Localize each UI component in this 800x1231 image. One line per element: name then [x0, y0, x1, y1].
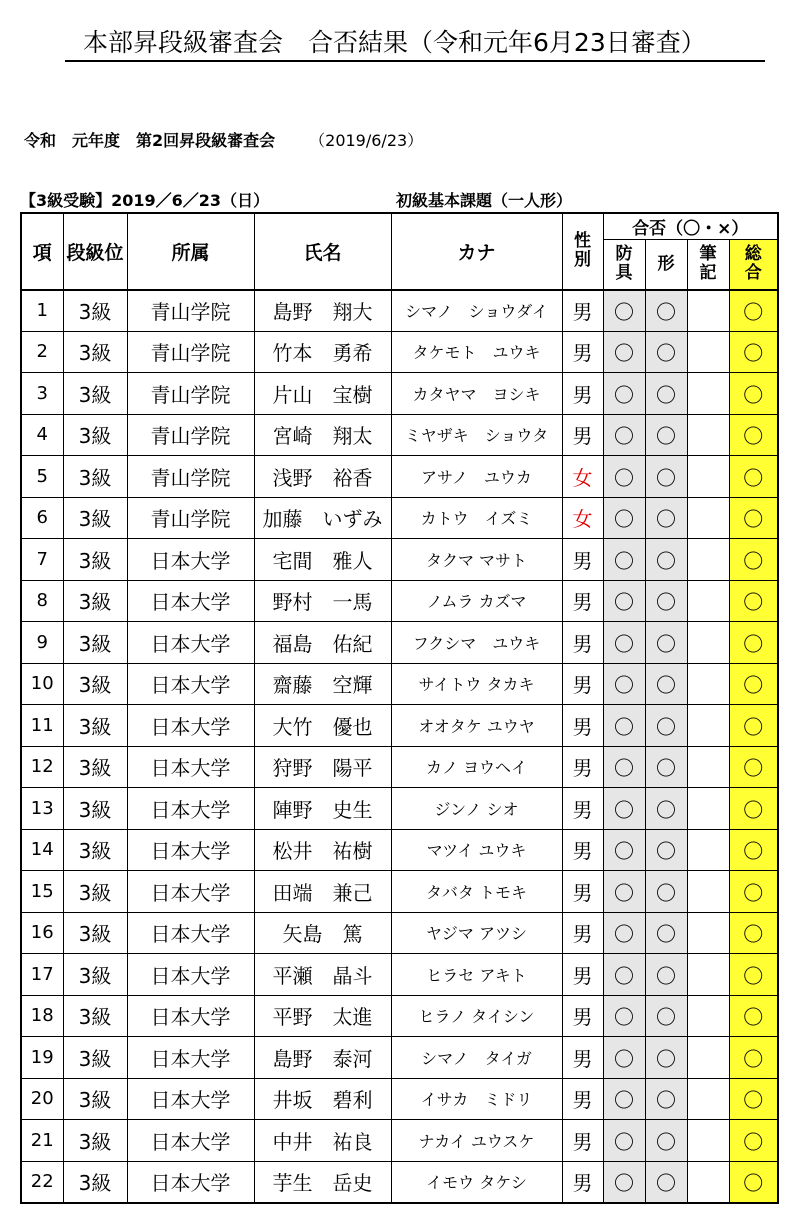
cell-grade: 3級 [63, 414, 127, 456]
cell-overall: 〇 [729, 1161, 778, 1203]
cell-kana: ヒラセ アキト [391, 954, 562, 996]
cell-aff: 日本大学 [127, 663, 254, 705]
header-name: 氏名 [254, 213, 391, 290]
cell-kana: ノムラ カズマ [391, 580, 562, 622]
cell-name: 陣野 史生 [254, 788, 391, 830]
cell-overall: 〇 [729, 580, 778, 622]
cell-armor: 〇 [603, 954, 645, 996]
cell-aff: 日本大学 [127, 788, 254, 830]
results-table [20, 212, 779, 1204]
cell-grade: 3級 [63, 373, 127, 415]
cell-kana: カトウ イズミ [391, 497, 562, 539]
cell-no: 6 [21, 497, 63, 539]
cell-armor: 〇 [603, 871, 645, 913]
cell-gender: 男 [562, 663, 603, 705]
table-row [21, 871, 778, 913]
cell-grade: 3級 [63, 331, 127, 373]
cell-kana: マツイ ユウキ [391, 829, 562, 871]
cell-written [687, 414, 729, 456]
cell-grade: 3級 [63, 497, 127, 539]
cell-no: 16 [21, 912, 63, 954]
cell-written [687, 290, 729, 332]
cell-kana: カノ ヨウヘイ [391, 746, 562, 788]
cell-aff: 青山学院 [127, 414, 254, 456]
cell-kana: アサノ ユウカ [391, 456, 562, 498]
cell-name: 平瀬 晶斗 [254, 954, 391, 996]
cell-written [687, 705, 729, 747]
cell-written [687, 954, 729, 996]
cell-written [687, 829, 729, 871]
cell-no: 19 [21, 1037, 63, 1079]
cell-name: 福島 佑紀 [254, 622, 391, 664]
cell-aff: 日本大学 [127, 1078, 254, 1120]
cell-overall: 〇 [729, 788, 778, 830]
cell-overall: 〇 [729, 746, 778, 788]
cell-gender: 男 [562, 829, 603, 871]
cell-gender: 男 [562, 788, 603, 830]
cell-form: 〇 [645, 580, 687, 622]
table-row [21, 580, 778, 622]
cell-no: 21 [21, 1120, 63, 1162]
cell-aff: 日本大学 [127, 746, 254, 788]
header-armor-label: 防具 [615, 244, 633, 284]
cell-overall: 〇 [729, 912, 778, 954]
cell-grade: 3級 [63, 746, 127, 788]
cell-form: 〇 [645, 871, 687, 913]
cell-no: 3 [21, 373, 63, 415]
header-affiliation: 所属 [127, 213, 254, 290]
header-written-label: 筆記 [699, 244, 717, 284]
cell-gender: 男 [562, 1078, 603, 1120]
cell-grade: 3級 [63, 663, 127, 705]
table-row [21, 995, 778, 1037]
cell-grade: 3級 [63, 705, 127, 747]
cell-armor: 〇 [603, 331, 645, 373]
cell-overall: 〇 [729, 663, 778, 705]
cell-gender: 男 [562, 871, 603, 913]
cell-no: 18 [21, 995, 63, 1037]
cell-armor: 〇 [603, 539, 645, 581]
cell-gender: 女 [562, 497, 603, 539]
cell-written [687, 995, 729, 1037]
cell-name: 片山 宝樹 [254, 373, 391, 415]
table-row [21, 663, 778, 705]
table-row [21, 622, 778, 664]
header-result-group: 合否（〇・×） [603, 213, 778, 240]
table-row [21, 456, 778, 498]
cell-form: 〇 [645, 663, 687, 705]
cell-overall: 〇 [729, 1037, 778, 1079]
header-overall [729, 240, 778, 290]
cell-form: 〇 [645, 456, 687, 498]
cell-grade: 3級 [63, 1120, 127, 1162]
cell-aff: 青山学院 [127, 290, 254, 332]
cell-armor: 〇 [603, 373, 645, 415]
cell-no: 13 [21, 788, 63, 830]
cell-written [687, 871, 729, 913]
cell-form: 〇 [645, 912, 687, 954]
cell-aff: 青山学院 [127, 373, 254, 415]
cell-written [687, 1078, 729, 1120]
header-armor [603, 240, 645, 290]
cell-grade: 3級 [63, 622, 127, 664]
cell-grade: 3級 [63, 788, 127, 830]
cell-no: 5 [21, 456, 63, 498]
cell-form: 〇 [645, 331, 687, 373]
cell-no: 12 [21, 746, 63, 788]
cell-gender: 男 [562, 539, 603, 581]
cell-armor: 〇 [603, 788, 645, 830]
cell-grade: 3級 [63, 1078, 127, 1120]
table-row [21, 1161, 778, 1203]
cell-grade: 3級 [63, 871, 127, 913]
cell-aff: 日本大学 [127, 1037, 254, 1079]
cell-aff: 日本大学 [127, 995, 254, 1037]
cell-grade: 3級 [63, 1161, 127, 1203]
cell-no: 22 [21, 1161, 63, 1203]
table-row [21, 414, 778, 456]
cell-aff: 日本大学 [127, 1161, 254, 1203]
cell-gender: 男 [562, 954, 603, 996]
cell-kana: カタヤマ ヨシキ [391, 373, 562, 415]
cell-name: 田端 兼己 [254, 871, 391, 913]
table-row [21, 497, 778, 539]
cell-written [687, 1120, 729, 1162]
cell-written [687, 746, 729, 788]
cell-overall: 〇 [729, 622, 778, 664]
cell-no: 17 [21, 954, 63, 996]
cell-overall: 〇 [729, 456, 778, 498]
cell-name: 齋藤 空輝 [254, 663, 391, 705]
cell-grade: 3級 [63, 912, 127, 954]
cell-aff: 青山学院 [127, 456, 254, 498]
table-row [21, 373, 778, 415]
cell-kana: ナカイ ユウスケ [391, 1120, 562, 1162]
cell-no: 20 [21, 1078, 63, 1120]
page-title: 本部昇段級審査会 合否結果（令和元年6月23日審査） [65, 26, 765, 62]
cell-no: 1 [21, 290, 63, 332]
header-form: 形 [645, 240, 687, 290]
cell-aff: 日本大学 [127, 705, 254, 747]
event-date: （2019/6/23） [309, 131, 424, 150]
exam-category: 【3級受験】2019／6／23（日） [20, 191, 270, 210]
cell-name: 浅野 裕香 [254, 456, 391, 498]
cell-form: 〇 [645, 705, 687, 747]
cell-kana: サイトウ タカキ [391, 663, 562, 705]
cell-gender: 男 [562, 1161, 603, 1203]
cell-gender: 男 [562, 622, 603, 664]
cell-name: 芋生 岳史 [254, 1161, 391, 1203]
cell-name: 狩野 陽平 [254, 746, 391, 788]
cell-name: 平野 太進 [254, 995, 391, 1037]
table-row [21, 788, 778, 830]
cell-name: 島野 翔大 [254, 290, 391, 332]
cell-armor: 〇 [603, 1078, 645, 1120]
cell-armor: 〇 [603, 580, 645, 622]
cell-aff: 日本大学 [127, 871, 254, 913]
cell-no: 15 [21, 871, 63, 913]
cell-no: 2 [21, 331, 63, 373]
cell-grade: 3級 [63, 580, 127, 622]
cell-form: 〇 [645, 788, 687, 830]
cell-overall: 〇 [729, 1120, 778, 1162]
cell-no: 14 [21, 829, 63, 871]
cell-form: 〇 [645, 290, 687, 332]
table-row [21, 829, 778, 871]
cell-aff: 日本大学 [127, 580, 254, 622]
cell-overall: 〇 [729, 497, 778, 539]
event-name: 令和 元年度 第2回昇段級審査会 [24, 131, 276, 150]
table-row [21, 746, 778, 788]
header-gender-label: 性別 [574, 231, 591, 271]
cell-gender: 男 [562, 746, 603, 788]
cell-no: 10 [21, 663, 63, 705]
cell-written [687, 539, 729, 581]
cell-no: 7 [21, 539, 63, 581]
header-grade: 段級位 [63, 213, 127, 290]
cell-name: 宅間 雅人 [254, 539, 391, 581]
cell-name: 松井 祐樹 [254, 829, 391, 871]
table-row [21, 1037, 778, 1079]
cell-gender: 男 [562, 1037, 603, 1079]
cell-kana: オオタケ ユウヤ [391, 705, 562, 747]
cell-gender: 男 [562, 373, 603, 415]
cell-grade: 3級 [63, 1037, 127, 1079]
cell-grade: 3級 [63, 995, 127, 1037]
cell-gender: 男 [562, 705, 603, 747]
cell-overall: 〇 [729, 871, 778, 913]
cell-name: 矢島 篤 [254, 912, 391, 954]
cell-grade: 3級 [63, 456, 127, 498]
cell-kana: ミヤザキ ショウタ [391, 414, 562, 456]
cell-armor: 〇 [603, 663, 645, 705]
cell-kana: シマノ ショウダイ [391, 290, 562, 332]
cell-gender: 男 [562, 580, 603, 622]
cell-name: 大竹 優也 [254, 705, 391, 747]
cell-overall: 〇 [729, 414, 778, 456]
header-no: 項 [21, 213, 63, 290]
cell-aff: 青山学院 [127, 497, 254, 539]
cell-written [687, 497, 729, 539]
cell-armor: 〇 [603, 497, 645, 539]
cell-gender: 男 [562, 995, 603, 1037]
cell-armor: 〇 [603, 912, 645, 954]
table-row [21, 1078, 778, 1120]
cell-armor: 〇 [603, 456, 645, 498]
cell-form: 〇 [645, 622, 687, 664]
cell-name: 井坂 碧利 [254, 1078, 391, 1120]
cell-gender: 女 [562, 456, 603, 498]
header-kana: カナ [391, 213, 562, 290]
table-row [21, 290, 778, 332]
table-row [21, 1120, 778, 1162]
cell-gender: 男 [562, 912, 603, 954]
cell-name: 加藤 いずみ [254, 497, 391, 539]
cell-aff: 青山学院 [127, 331, 254, 373]
cell-form: 〇 [645, 746, 687, 788]
cell-overall: 〇 [729, 829, 778, 871]
exam-task: 初級基本課題（一人形） [396, 191, 573, 210]
cell-kana: ジンノ シオ [391, 788, 562, 830]
cell-overall: 〇 [729, 290, 778, 332]
cell-written [687, 456, 729, 498]
cell-aff: 日本大学 [127, 1120, 254, 1162]
cell-kana: タクマ マサト [391, 539, 562, 581]
cell-form: 〇 [645, 995, 687, 1037]
cell-aff: 日本大学 [127, 539, 254, 581]
cell-form: 〇 [645, 1161, 687, 1203]
table-row [21, 539, 778, 581]
cell-form: 〇 [645, 1037, 687, 1079]
cell-written [687, 1037, 729, 1079]
cell-aff: 日本大学 [127, 622, 254, 664]
cell-aff: 日本大学 [127, 829, 254, 871]
cell-grade: 3級 [63, 954, 127, 996]
header-gender [562, 213, 603, 290]
cell-armor: 〇 [603, 1120, 645, 1162]
table-row [21, 331, 778, 373]
cell-gender: 男 [562, 331, 603, 373]
header-written [687, 240, 729, 290]
cell-form: 〇 [645, 1120, 687, 1162]
cell-armor: 〇 [603, 290, 645, 332]
cell-form: 〇 [645, 954, 687, 996]
cell-form: 〇 [645, 1078, 687, 1120]
cell-armor: 〇 [603, 414, 645, 456]
cell-overall: 〇 [729, 331, 778, 373]
cell-kana: イモウ タケシ [391, 1161, 562, 1203]
event-subtitle [24, 128, 423, 151]
cell-written [687, 1161, 729, 1203]
cell-form: 〇 [645, 539, 687, 581]
cell-kana: タバタ トモキ [391, 871, 562, 913]
table-row [21, 954, 778, 996]
cell-kana: タケモト ユウキ [391, 331, 562, 373]
cell-overall: 〇 [729, 995, 778, 1037]
cell-no: 9 [21, 622, 63, 664]
cell-overall: 〇 [729, 954, 778, 996]
cell-aff: 日本大学 [127, 912, 254, 954]
cell-kana: シマノ タイガ [391, 1037, 562, 1079]
cell-written [687, 373, 729, 415]
cell-armor: 〇 [603, 1161, 645, 1203]
cell-written [687, 622, 729, 664]
cell-name: 竹本 勇希 [254, 331, 391, 373]
cell-overall: 〇 [729, 1078, 778, 1120]
cell-name: 中井 祐良 [254, 1120, 391, 1162]
cell-gender: 男 [562, 414, 603, 456]
cell-overall: 〇 [729, 705, 778, 747]
header-overall-label: 総合 [744, 244, 762, 284]
table-row [21, 705, 778, 747]
cell-aff: 日本大学 [127, 954, 254, 996]
cell-name: 島野 泰河 [254, 1037, 391, 1079]
cell-grade: 3級 [63, 829, 127, 871]
table-row [21, 912, 778, 954]
cell-overall: 〇 [729, 373, 778, 415]
cell-no: 4 [21, 414, 63, 456]
cell-armor: 〇 [603, 1037, 645, 1079]
cell-form: 〇 [645, 497, 687, 539]
cell-name: 宮崎 翔太 [254, 414, 391, 456]
cell-written [687, 912, 729, 954]
cell-armor: 〇 [603, 746, 645, 788]
cell-armor: 〇 [603, 705, 645, 747]
cell-armor: 〇 [603, 622, 645, 664]
cell-grade: 3級 [63, 290, 127, 332]
cell-gender: 男 [562, 1120, 603, 1162]
cell-overall: 〇 [729, 539, 778, 581]
cell-written [687, 788, 729, 830]
cell-written [687, 580, 729, 622]
cell-form: 〇 [645, 414, 687, 456]
cell-written [687, 663, 729, 705]
cell-no: 8 [21, 580, 63, 622]
cell-written [687, 331, 729, 373]
cell-kana: ヤジマ アツシ [391, 912, 562, 954]
cell-name: 野村 一馬 [254, 580, 391, 622]
cell-armor: 〇 [603, 995, 645, 1037]
cell-form: 〇 [645, 373, 687, 415]
cell-form: 〇 [645, 829, 687, 871]
cell-kana: ヒラノ タイシン [391, 995, 562, 1037]
cell-armor: 〇 [603, 829, 645, 871]
cell-grade: 3級 [63, 539, 127, 581]
cell-kana: イサカ ミドリ [391, 1078, 562, 1120]
cell-kana: フクシマ ユウキ [391, 622, 562, 664]
cell-no: 11 [21, 705, 63, 747]
cell-gender: 男 [562, 290, 603, 332]
